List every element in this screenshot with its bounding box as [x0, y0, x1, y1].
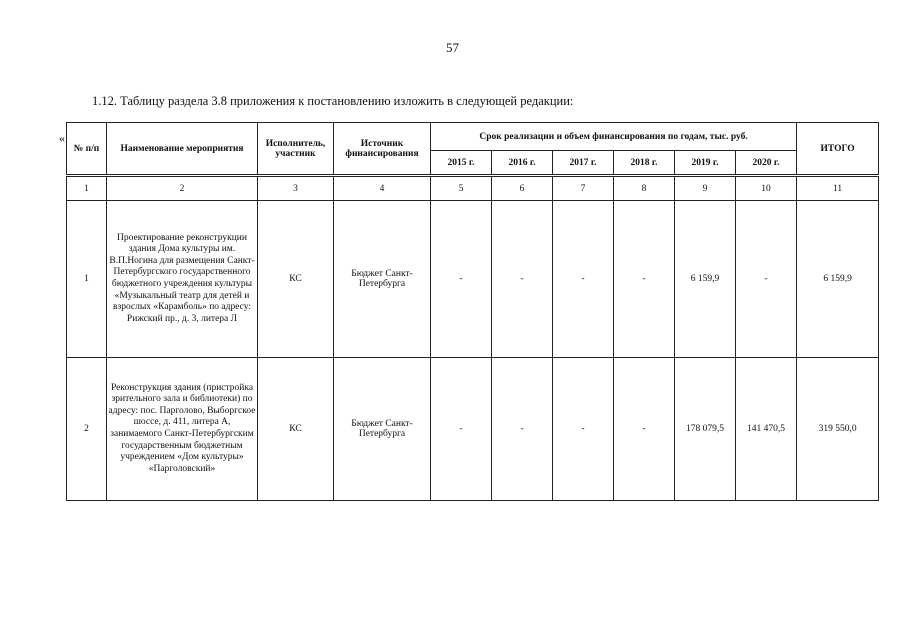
year-value: 6 159,9: [675, 201, 736, 358]
header-year: 2015 г.: [431, 151, 492, 176]
source-cell: Бюджет Санкт-Петербурга: [334, 201, 431, 358]
column-number: 6: [492, 176, 553, 201]
year-value: 178 079,5: [675, 358, 736, 501]
year-value: -: [614, 201, 675, 358]
header-executor: Исполнитель, участник: [258, 123, 334, 176]
column-number: 5: [431, 176, 492, 201]
column-number: 11: [797, 176, 879, 201]
executor-cell: КС: [258, 201, 334, 358]
table-row: [67, 201, 879, 358]
year-value: -: [553, 201, 614, 358]
financing-table: [66, 122, 879, 501]
intro-paragraph: 1.12. Таблицу раздела 3.8 приложения к постановлению изложить в следующей редакции:: [92, 94, 574, 108]
year-value: -: [614, 358, 675, 501]
column-number: 9: [675, 176, 736, 201]
header-source: Источник финансирования: [334, 123, 431, 176]
header-period: Срок реализации и объем финансирования по годам, тыс. руб.: [431, 123, 797, 151]
activity-name: Проектирование реконструкции здания Дома культуры им. В.П.Ногина для размещения Санкт-Петербургского государственного бюджетного учреждения культуры «Музыкальный театр для детей и взрослых «Карамболь» по адресу: Рижский пр., д. 3, литера Л: [107, 201, 258, 358]
table-row: [67, 358, 879, 501]
page-number: 57: [446, 40, 459, 55]
column-number: 7: [553, 176, 614, 201]
year-value: -: [431, 358, 492, 501]
header-total: ИТОГО: [797, 123, 879, 176]
header-year: 2016 г.: [492, 151, 553, 176]
year-value: 141 470,5: [736, 358, 797, 501]
column-number: 1: [67, 176, 107, 201]
year-value: -: [553, 358, 614, 501]
header-year: 2019 г.: [675, 151, 736, 176]
year-value: -: [736, 201, 797, 358]
header-num: № п/п: [67, 123, 107, 176]
total-value: 6 159,9: [797, 201, 879, 358]
column-number: 8: [614, 176, 675, 201]
opening-quote-mark: «: [59, 131, 65, 145]
column-numbers-row: [67, 176, 879, 201]
total-value: 319 550,0: [797, 358, 879, 501]
year-value: -: [492, 201, 553, 358]
header-year: 2017 г.: [553, 151, 614, 176]
year-value: -: [431, 201, 492, 358]
header-year: 2020 г.: [736, 151, 797, 176]
column-number: 2: [107, 176, 258, 201]
executor-cell: КС: [258, 358, 334, 501]
activity-name: Реконструкция здания (пристройка зрительного зала и библиотеки) по адресу: пос. Парголово, Выборгское шоссе, д. 411, литера А, занимаемого Санкт-Петербургским государственным бюджетным учреждением «Дом культуры» «Парголовский»: [107, 358, 258, 501]
source-cell: Бюджет Санкт-Петербурга: [334, 358, 431, 501]
row-number: 2: [67, 358, 107, 501]
row-number: 1: [67, 201, 107, 358]
column-number: 4: [334, 176, 431, 201]
header-row: [67, 123, 879, 151]
column-number: 10: [736, 176, 797, 201]
header-year: 2018 г.: [614, 151, 675, 176]
header-name: Наименование мероприятия: [107, 123, 258, 176]
column-number: 3: [258, 176, 334, 201]
year-value: -: [492, 358, 553, 501]
